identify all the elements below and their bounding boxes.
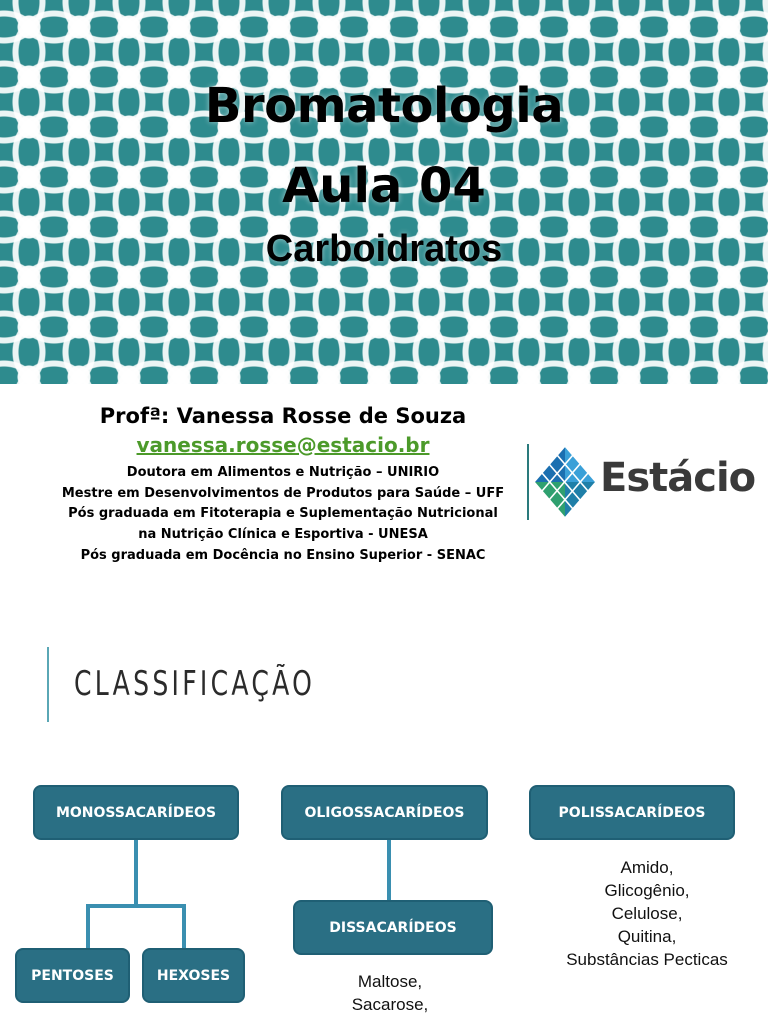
slide-subtitle: Aula 04 [282,158,486,214]
polissacarideo-example: Quitina, [617,927,677,946]
section-accent-bar [47,647,49,722]
estacio-diamond-logo-icon [532,444,598,520]
dissacarideo-example: Maltose, [357,972,423,991]
connector-line [182,904,186,950]
professor-email-link[interactable]: vanessa.rosse@estacio.br [136,433,430,457]
dissacarideos-box: DISSACARÍDEOS [293,900,493,955]
slide-title: Bromatologia [204,78,564,134]
credential-line: Doutora em Alimentos e Nutrição – UNIRIO [126,465,440,480]
connector-line [86,904,186,908]
polissacarideo-example: Amido, [620,858,674,877]
polissacarideo-example: Glicogênio, [604,881,690,900]
professor-name: Profª: Vanessa Rosse de Souza [99,404,467,428]
polissacarideo-example: Substâncias Pecticas [566,950,728,969]
dissacarideo-example: Sacarose, [351,995,429,1014]
estacio-logo-text: Estácio [600,455,756,501]
oligossacarideos-box: OLIGOSSACARÍDEOS [281,785,488,840]
section-title: CLASSIFICAÇÃO [74,664,316,704]
credential-line: na Nutrição Clínica e Esportiva - UNESA [138,527,428,542]
polissacarideo-example: Celulose, [611,904,683,923]
credential-line: Mestre em Desenvolvimentos de Produtos para Saúde – UFF [61,486,505,501]
credential-line: Pós graduada em Docência no Ensino Superior - SENAC [80,548,486,563]
polissacarideos-box: POLISSACARÍDEOS [529,785,735,840]
hexoses-box: HEXOSES [142,948,245,1003]
pentoses-box: PENTOSES [15,948,130,1003]
monossacarideos-box: MONOSSACARÍDEOS [33,785,239,840]
connector-line [86,904,90,950]
slide-topic: Carboidratos [265,228,503,270]
credential-line: Pós graduada em Fitoterapia e Suplementação Nutricional [68,506,498,521]
connector-line [134,838,138,906]
connector-line [387,838,391,900]
logo-divider [527,444,529,520]
